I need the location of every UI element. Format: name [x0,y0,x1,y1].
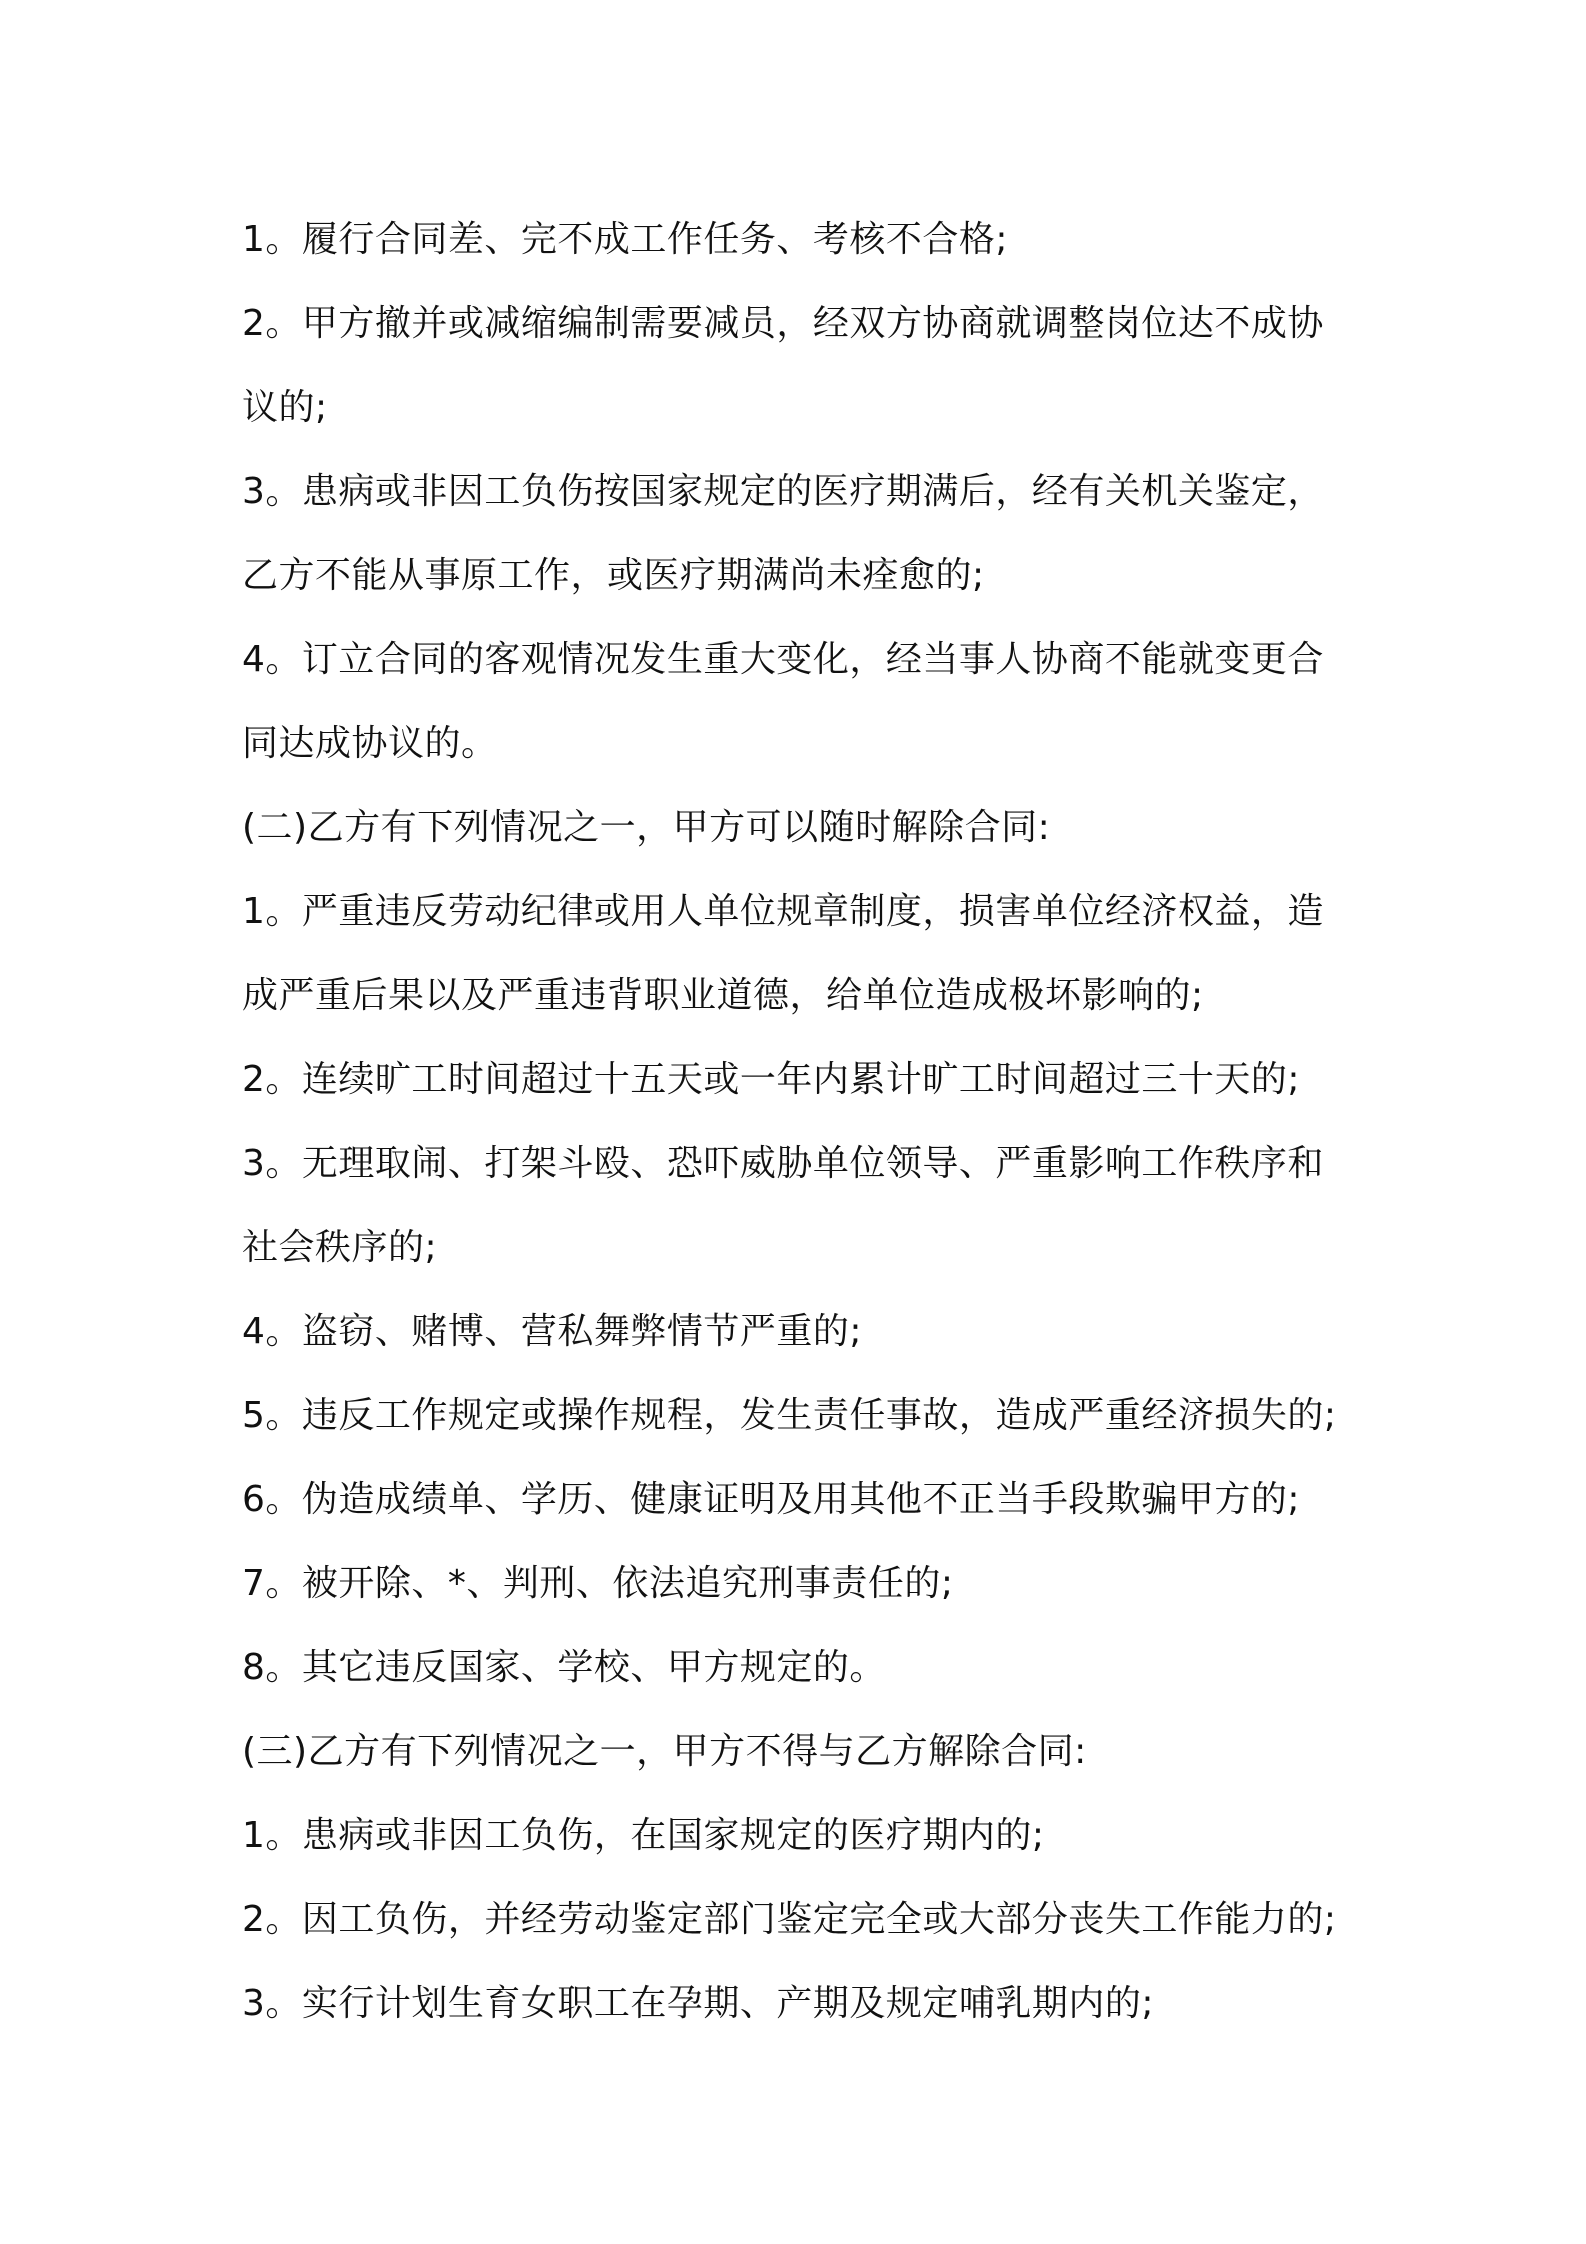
section-heading-3: (三)乙方有下列情况之一，甲方不得与乙方解除合同: [242,1731,1087,1772]
text-line-18: 8。其它违反国家、学校、甲方规定的。 [242,1647,886,1688]
text-line-22: 3。实行计划生育女职工在孕期、产期及规定哺乳期内的; [242,1983,1155,2024]
text-line-6: 4。订立合同的客观情况发生重大变化，经当事人协商不能就变更合 [242,639,1324,680]
text-line-11: 2。连续旷工时间超过十五天或一年内累计旷工时间超过三十天的; [242,1059,1301,1100]
text-line-13: 社会秩序的; [242,1227,438,1268]
text-line-10: 成严重后果以及严重违背职业道德，给单位造成极坏影响的; [242,975,1204,1016]
text-line-21: 2。因工负伤，并经劳动鉴定部门鉴定完全或大部分丧失工作能力的; [242,1899,1337,1940]
text-line-7: 同达成协议的。 [242,723,498,764]
text-line-16: 6。伪造成绩单、学历、健康证明及用其他不正当手段欺骗甲方的; [242,1479,1301,1520]
text-line-12: 3。无理取闹、打架斗殴、恐吓威胁单位领导、严重影响工作秩序和 [242,1143,1324,1184]
text-line-15: 5。违反工作规定或操作规程，发生责任事故，造成严重经济损失的; [242,1395,1337,1436]
text-line-5: 乙方不能从事原工作，或医疗期满尚未痊愈的; [242,555,985,596]
text-line-3: 议的; [242,387,328,428]
text-line-2: 2。甲方撤并或减缩编制需要减员，经双方协商就调整岗位达不成协 [242,303,1324,344]
text-line-20: 1。患病或非因工负伤，在国家规定的医疗期内的; [242,1815,1045,1856]
text-line-14: 4。盗窃、赌博、营私舞弊情节严重的; [242,1311,863,1352]
text-line-9: 1。严重违反劳动纪律或用人单位规章制度，损害单位经济权益，造 [242,891,1324,932]
text-line-17: 7。被开除、*、判刑、依法追究刑事责任的; [242,1563,954,1604]
text-line-4: 3。患病或非因工负伤按国家规定的医疗期满后，经有关机关鉴定， [242,471,1324,512]
section-heading-2: (二)乙方有下列情况之一，甲方可以随时解除合同: [242,807,1051,848]
document-body [242,198,1372,2046]
text-line-1: 1。履行合同差、完不成工作任务、考核不合格; [242,219,1009,260]
